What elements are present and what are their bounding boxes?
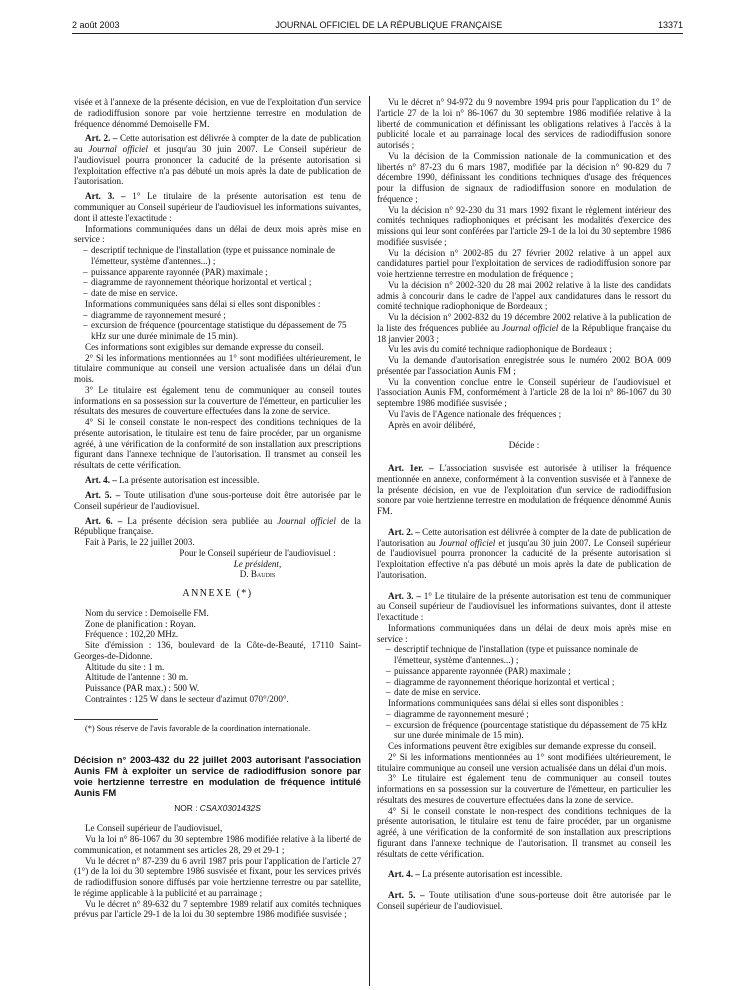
annex-item: Puissance (PAR max.) : 500 W. xyxy=(85,683,200,694)
article-text: Toute utilisation d'une sous-porteuse doit être autorisée par le Conseil supérieur de l'audiovisuel. xyxy=(377,890,672,911)
paragraph-2: 2° Si les informations mentionnées au 1° sont modifiées ultérieurement, le titulaire communique au conseil une version actualisée dans un délai d'un mois. xyxy=(74,352,361,385)
header-journal-title: JOURNAL OFFICIEL DE LA RÉPUBLIQUE FRANÇAISE xyxy=(275,20,503,30)
header-rule xyxy=(72,33,683,34)
page-header xyxy=(72,20,683,31)
vu-item: Vu le décret n° 94-972 du 9 novembre 1994 pris pour l'application du 1° de l'article 27 de la loi n° 86-1067 du 30 septembre 1986 modifiée relative à la liberté de communication et définissant les obligations relatives à l'accès à la publicité locale et au parrainage local des services de radiodiffusion sonore autorisés ; xyxy=(377,97,671,150)
list-item: – excursion de fréquence (pourcentage statistique du dépassement de 75 kHz sur une durée minimale de 15 min). xyxy=(386,719,667,741)
list-item: – date de mise en service. xyxy=(83,288,178,299)
journal-officiel-ref: Journal officiel xyxy=(88,144,148,155)
vu-item: Vu la décision de la Commission nationale de la communication et des libertés n° 87-23 du 6 mars 1987, modifiée par la décision n° 90-829 du 7 décembre 1990, définissant les conditions techniques d'usage des fréquences pour la diffusion de signaux de radiodiffusion sonore en modulation de fréquence ; xyxy=(377,150,671,204)
annex-item: Fréquence : 102,20 MHz. xyxy=(85,629,179,640)
article-6 xyxy=(74,516,361,538)
info-nodelay-heading: Informations communiquées sans délai si elles sont disponibles : xyxy=(85,298,321,309)
info-nodelay-heading: Informations communiquées sans délai si elles sont disponibles : xyxy=(388,698,624,708)
article-2 xyxy=(377,527,671,581)
conseil-line: Le Conseil supérieur de l'audiovisuel, xyxy=(85,823,223,834)
paragraph-4: 4° Si le conseil constate le non-respect des conditions techniques de la présente autorisation, le titulaire est tenu de faire procéder, par un organisme agréé, à une vérification de la conformité de son installation aux prescriptions figurant dans l'annexe technique de l'autorisation. Il transmet au conseil les résultats de cette vérification. xyxy=(377,805,671,859)
paragraph-4: 4° Si le conseil constate le non-respect des conditions techniques de la présente autorisation, le titulaire est tenu de faire procéder, par un organisme agréé, à une vérification de la conformité de son installation aux prescriptions figurant dans l'annexe technique de l'autorisation. Il transmet au conseil les résultats de cette vérification. xyxy=(74,417,361,471)
vu-item: Vu le décret n° 89-632 du 7 septembre 1989 relatif aux comités techniques prévus par l'article 29-1 de la loi du 30 septembre 1986 modifiée susvisée ; xyxy=(74,898,361,920)
journal-officiel-ref: Journal officiel xyxy=(438,537,496,548)
article-4 xyxy=(74,475,361,486)
article-4 xyxy=(377,869,671,880)
vu-item: Vu la décision n° 2002-832 du 19 décembre 2002 relative à la publication de la liste des fréquences publiée au Journal officiel de la République française du 18 janvier 2003 ; xyxy=(377,312,671,344)
article-5 xyxy=(74,490,361,512)
vu-item: Vu la loi n° 86-1067 du 30 septembre 1986 modifiée relative à la liberté de communication, et notamment ses articles 28, 29 et 29-1 ; xyxy=(74,834,361,855)
article-text: La présente décision sera publiée au xyxy=(127,515,273,526)
article-5 xyxy=(377,890,671,912)
article-text: La présente autorisation est incessible. xyxy=(422,869,563,880)
nor-reference xyxy=(74,803,361,814)
decide-heading: Décide : xyxy=(508,440,540,451)
place-date: Fait à Paris, le 22 juillet 2003. xyxy=(85,537,195,548)
article-text: de la République française. xyxy=(74,515,361,537)
exigibles-paragraph: Ces informations peuvent être exigibles sur demande expresse du conseil. xyxy=(388,741,657,751)
info-delay-heading: Informations communiquées dans un délai de deux mois après mise en service : xyxy=(377,622,671,644)
annex-item: Contraintes : 125 W dans le secteur d'azimut 070°/200°. xyxy=(85,693,289,704)
signature-title: Le président, xyxy=(233,558,282,569)
journal-officiel-ref: Journal officiel xyxy=(277,515,336,526)
left-column xyxy=(74,97,361,920)
vu-item: Vu la décision n° 92-230 du 31 mars 1992 fixant le règlement intérieur des comités techniques radiophoniques et précisant les modalités d'exercice des missions qui leur sont conférées par l'article 29-1 de la loi du 30 septembre 1986 modifiée susvisée ; xyxy=(377,204,671,247)
list-item: – puissance apparente rayonnée (PAR) maximale ; xyxy=(83,266,268,277)
vu-item: Vu l'avis de l'Agence nationale des fréquences ; xyxy=(388,408,562,419)
annex-title: ANNEXE (*) xyxy=(182,588,253,600)
article-3 xyxy=(377,591,671,623)
article-text: La présente autorisation est incessible. xyxy=(119,475,260,486)
article-label: Art. 2. – xyxy=(388,526,420,537)
article-label: Art. 3. – xyxy=(85,191,126,202)
list-item: – date de mise en service. xyxy=(386,687,481,698)
article-text: et jusqu'au 30 juin 2007. Le Conseil supérieur de l'audiovisuel pourra prononcer la caducité de la présente autorisation si l'exploitation effective n'a pas débuté un mois après la date de publication de l'autorisation. xyxy=(377,537,671,580)
decision-title: Décision n° 2003-432 du 22 juillet 2003 autorisant l'association Aunis FM à exploiter un service de radiodiffusion sonore par voie hertzienne terrestre en modulation de fréquence intitulé Aunis FM xyxy=(74,753,361,798)
annex-item: Altitude de l'antenne : 30 m. xyxy=(85,672,189,683)
article-3 xyxy=(74,191,361,223)
list-item: – descriptif technique de l'installation (type et puissance nominale de l'émetteur, système d'antennes...) ; xyxy=(386,644,639,665)
nor-code: CSAX0301432S xyxy=(199,802,261,813)
article-text: Cette autorisation est délivrée à compter de la date de publication de l'autorisation au xyxy=(377,526,671,548)
vu-item: Vu la décision n° 2002-85 du 27 février 2002 relative à un appel aux candidatures partiel pour l'exploitation de services de radiodiffusion sonore par voie hertzienne terrestre en modulation de fréquence ; xyxy=(377,247,671,279)
signature-for: Pour le Conseil supérieur de l'audiovisuel : xyxy=(179,547,336,558)
header-date: 2 août 2003 xyxy=(72,20,120,30)
info-list-1 xyxy=(377,644,671,698)
vu-item: Vu la décision n° 2002-320 du 28 mai 2002 relative à la liste des candidats admis à concourir dans le cadre de l'appel aux candidatures dans le ressort du comité technique radiophonique de Bordeaux ; xyxy=(377,279,671,312)
info-delay-heading: Informations communiquées dans un délai de deux mois après mise en service : xyxy=(74,223,361,245)
journal-officiel-ref: Journal officiel xyxy=(502,322,559,333)
article-label: Art. 5. – xyxy=(85,490,121,500)
intro-paragraph: visée et à l'annexe de la présente décision, en vue de l'exploitation d'un service de radiodiffusion sonore par voie hertzienne terrestre en modulation de fréquence dénommé Demoiselle FM. xyxy=(74,97,361,129)
article-2 xyxy=(74,133,361,187)
article-text: 1° Le titulaire de la présente autorisation est tenu de communiquer au Conseil supérieur de l'audiovisuel les informations suivantes, dont il atteste l'exactitude : xyxy=(377,590,672,622)
vu-item: Vu la demande d'autorisation enregistrée sous le numéro 2002 BOA 009 présentée par l'association Aunis FM ; xyxy=(377,355,671,376)
vu-item: Vu les avis du comité technique radiophonique de Bordeaux ; xyxy=(388,344,612,355)
article-label: Art. 2. – xyxy=(85,133,118,144)
list-item: – descriptif technique de l'installation (type et puissance nominale de l'émetteur, système d'antennes...) ; xyxy=(83,245,336,266)
article-label: Art. 4. – xyxy=(85,475,117,486)
info-list-2 xyxy=(377,709,671,741)
list-item: – diagramme de rayonnement théorique horizontal et vertical ; xyxy=(386,676,615,687)
article-text: Cette autorisation est délivrée à compter de la date de publication au xyxy=(74,133,361,155)
deliberation-line: Après en avoir délibéré, xyxy=(388,419,476,430)
list-item: – diagramme de rayonnement théorique horizontal et vertical ; xyxy=(83,277,312,288)
article-label: Art. 3. – xyxy=(388,590,421,601)
paragraph-2: 2° Si les informations mentionnées au 1° sont modifiées ultérieurement, le titulaire communique au conseil une version actualisée dans un délai d'un mois. xyxy=(377,751,671,773)
nor-label: NOR : xyxy=(174,802,198,813)
article-text: et jusqu'au 30 juin 2007. Le Conseil supérieur de l'audiovisuel pourra prononcer la caducité de la présente autorisation si l'exploitation effective n'a pas débuté un mois après la date de publication de l'autorisation. xyxy=(74,144,361,187)
paragraph-3: 3° Le titulaire est également tenu de communiquer au conseil toutes informations en sa possession sur la couverture de l'émetteur, en particulier les résultats des mesures de couverture effectuées dans la zone de service. xyxy=(377,773,671,805)
column-divider xyxy=(369,96,370,986)
article-label: Art. 5. – xyxy=(388,890,425,900)
signature-name: D. Baudis xyxy=(239,569,276,580)
article-label: Art. 1er. – xyxy=(388,463,434,473)
paragraph-3: 3° Le titulaire est également tenu de communiquer au conseil toutes informations en sa possession sur la couverture de l'émetteur, en particulier les résultats des mesures de couverture effectuées dans la zone de service. xyxy=(74,384,361,417)
signature-block xyxy=(74,548,361,580)
article-text: 1° Le titulaire de la présente autorisation est tenu de communiquer au Conseil supérieur de l'audiovisuel les informations suivantes, dont il atteste l'exactitude : xyxy=(74,191,362,223)
annex-item: Nom du service : Demoiselle FM. xyxy=(85,607,209,618)
vu-item: Vu la convention conclue entre le Conseil supérieur de l'audiovisuel et l'association Aunis FM, conformément à l'article 28 de la loi n° 86-1067 du 30 septembre 1986 modifiée susvisée ; xyxy=(377,376,671,408)
vu-item: Vu le décret n° 87-239 du 6 avril 1987 pris pour l'application de l'article 27 (1°) de la loi du 30 septembre 1986 susvisée et fixant, pour les services privés de radiodiffusion sonore diffusés par voie hertzienne terrestre ou par satellite, le régime applicable à la publicité et au parrainage ; xyxy=(74,855,361,898)
right-column xyxy=(377,97,671,912)
list-item: – diagramme de rayonnement mesuré ; xyxy=(386,708,529,719)
footnote-rule xyxy=(74,719,158,720)
article-1 xyxy=(377,463,671,517)
info-list-1 xyxy=(74,245,361,299)
annex-item: Altitude du site : 1 m. xyxy=(85,661,165,672)
annex-list xyxy=(74,608,361,705)
annex-item: Site d'émission : 136, boulevard de la Côte-de-Beauté, 17110 Saint-Georges-de-Didonne. xyxy=(74,640,361,661)
footnote: (*) Sous réserve de l'avis favorable de la coordination internationale. xyxy=(85,723,311,733)
article-text: Toute utilisation d'une sous-porteuse doit être autorisée par le Conseil supérieur de l'audiovisuel. xyxy=(74,490,362,511)
article-label: Art. 4. – xyxy=(388,869,420,880)
list-item: – puissance apparente rayonnée (PAR) maximale ; xyxy=(386,665,571,676)
exigibles-paragraph: Ces informations sont exigibles sur demande expresse du conseil. xyxy=(85,341,324,352)
list-item: – diagramme de rayonnement mesuré ; xyxy=(83,309,226,320)
article-text: L'association susvisée est autorisée à utiliser la fréquence mentionnée en annexe, conformément à la convention susvisée et à l'annexe de la présente décision, en vue de l'exploitation d'un service de radiodiffusion sonore par voie hertzienne terrestre en modulation de fréquence dénommé Aunis FM. xyxy=(377,463,671,516)
header-page-number: 13371 xyxy=(657,20,683,30)
info-list-2 xyxy=(74,310,361,342)
list-item: – excursion de fréquence (pourcentage statistique du dépassement de 75 kHz sur une durée minimale de 15 min). xyxy=(83,320,347,342)
article-label: Art. 6. – xyxy=(85,515,123,526)
annex-item: Zone de planification : Royan. xyxy=(85,618,196,629)
